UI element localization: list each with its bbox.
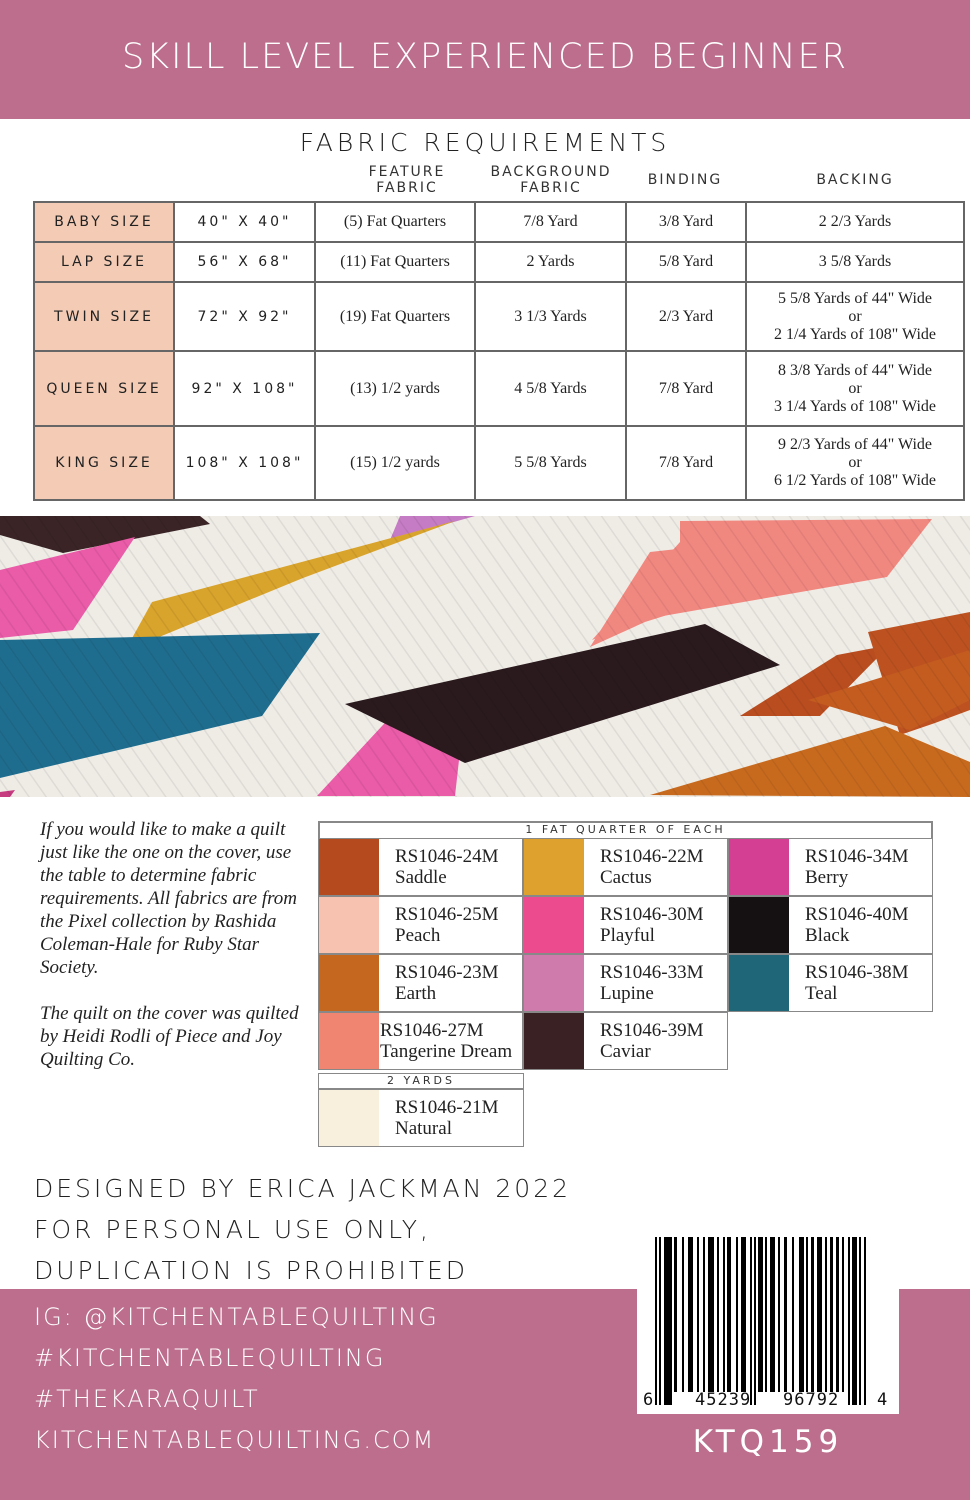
skill-level-banner xyxy=(0,0,970,119)
swatch-label xyxy=(584,1013,703,1069)
swatch-label xyxy=(584,839,703,895)
quilt-pattern-illustration xyxy=(0,516,970,797)
feature-fabric-cell: (19) Fat Quarters xyxy=(315,282,475,351)
barcode-group-right: 96792 xyxy=(783,1390,840,1410)
fabric-code: RS1046-27M xyxy=(380,1020,484,1041)
table-row-twin xyxy=(34,282,964,351)
fabric-code: RS1046-33M xyxy=(600,962,704,983)
dimensions-cell: 108" X 108" xyxy=(174,426,315,500)
fabric-name: Peach xyxy=(395,925,441,946)
backing-or: or xyxy=(848,454,862,471)
swatch-earth xyxy=(318,954,523,1012)
two-yards-header: 2 YARDS xyxy=(318,1073,524,1089)
color-chip xyxy=(524,955,584,1011)
background-fabric-cell: 5 5/8 Yards xyxy=(475,426,626,500)
fabric-code: RS1046-23M xyxy=(395,962,499,983)
color-chip xyxy=(524,1013,584,1069)
fabric-code: RS1046-21M xyxy=(395,1097,499,1118)
swatch-label xyxy=(584,897,703,953)
dimensions-cell: 92" X 108" xyxy=(174,351,315,426)
feature-fabric-cell: (15) 1/2 yards xyxy=(315,426,475,500)
fabric-name: Tangerine Dream xyxy=(380,1041,513,1062)
fabric-name: Teal xyxy=(805,983,838,1004)
column-header-line: FABRIC xyxy=(376,180,438,196)
fabric-code: RS1046-39M xyxy=(600,1020,704,1041)
backing-or: or xyxy=(848,379,862,397)
dimensions-cell: 72" X 92" xyxy=(174,282,315,351)
backing-cell xyxy=(746,282,964,351)
color-chip xyxy=(319,955,379,1011)
column-header-binding: BINDING xyxy=(647,172,723,188)
fabric-code: RS1046-40M xyxy=(805,904,909,925)
size-cell: LAP SIZE xyxy=(34,242,174,282)
background-fabric-cell: 7/8 Yard xyxy=(475,202,626,242)
swatch-label xyxy=(584,955,703,1011)
intro-paragraph: If you would like to make a quilt just like the one on the cover, use the table to determine fabric requirements. All fabrics are from the Pixel collection by Rashida Coleman-Hale for Ruby Star Society. xyxy=(40,819,298,978)
swatch-teal xyxy=(728,954,933,1012)
size-cell: BABY SIZE xyxy=(34,202,174,242)
fabric-name: Berry xyxy=(805,867,849,888)
swatch-label xyxy=(379,1013,512,1069)
swatch-berry xyxy=(728,838,933,896)
size-cell: KING SIZE xyxy=(34,426,174,500)
barcode-group-left: 45239 xyxy=(695,1390,752,1410)
size-cell: QUEEN SIZE xyxy=(34,351,174,426)
hashtag-kitchentablequilting: #KITCHENTABLEQUILTING xyxy=(34,1344,386,1372)
color-chip xyxy=(319,1090,379,1146)
dimensions-cell: 40" X 40" xyxy=(174,202,315,242)
swatch-natural-cell xyxy=(318,1089,524,1147)
fabric-code: RS1046-30M xyxy=(600,904,704,925)
personal-use-line: FOR PERSONAL USE ONLY, xyxy=(34,1215,431,1244)
fabric-code: RS1046-22M xyxy=(600,846,704,867)
quilter-credit-paragraph: The quilt on the cover was quilted by Heidi Rodli of Piece and Joy Quilting Co. xyxy=(40,1003,299,1070)
backing-cell xyxy=(746,202,964,242)
backing-line: 9 2/3 Yards of 44" Wide xyxy=(777,436,933,453)
column-header-line: BACKGROUND xyxy=(490,164,612,180)
fabric-name: Caviar xyxy=(600,1041,651,1062)
fat-quarter-header: 1 FAT QUARTER OF EACH xyxy=(318,821,933,838)
column-header-feature-fabric xyxy=(327,164,487,196)
table-row-lap xyxy=(34,242,964,282)
hashtag-thekaraquilt: #THEKARAQUILT xyxy=(34,1385,260,1413)
swatch-peach xyxy=(318,896,523,954)
column-header-line: FEATURE xyxy=(368,164,446,180)
column-header-backing: BACKING xyxy=(816,172,894,188)
binding-cell: 5/8 Yard xyxy=(626,242,746,282)
swatch-natural xyxy=(318,1089,524,1147)
swatch-label xyxy=(379,897,498,953)
fabric-name: Black xyxy=(805,925,850,946)
fabric-name: Cactus xyxy=(600,867,652,888)
feature-fabric-cell: (11) Fat Quarters xyxy=(315,242,475,282)
swatch-label xyxy=(379,839,498,895)
binding-cell: 7/8 Yard xyxy=(626,426,746,500)
backing-or: or xyxy=(848,307,862,325)
designer-credits xyxy=(34,1168,571,1291)
fabric-code: RS1046-25M xyxy=(395,904,499,925)
color-chip xyxy=(524,897,584,953)
swatch-lupine xyxy=(523,954,728,1012)
backing-cell xyxy=(746,351,964,426)
size-cell: TWIN SIZE xyxy=(34,282,174,351)
skill-level-title: SKILL LEVEL EXPERIENCED BEGINNER xyxy=(121,36,849,77)
background-fabric-cell: 4 5/8 Yards xyxy=(475,351,626,426)
color-chip xyxy=(729,955,789,1011)
barcode-digit-first: 6 xyxy=(643,1390,654,1410)
barcode xyxy=(637,1222,899,1414)
column-header-background-fabric xyxy=(475,164,627,196)
swatch-playful xyxy=(523,896,728,954)
swatch-caviar xyxy=(523,1012,728,1070)
color-chip xyxy=(319,839,379,895)
swatch-label xyxy=(789,897,908,953)
background-fabric-cell: 2 Yards xyxy=(475,242,626,282)
background-fabric-cell: 3 1/3 Yards xyxy=(475,282,626,351)
swatch-saddle xyxy=(318,838,523,896)
intro-text xyxy=(40,818,300,1071)
barcode-digit-last: 4 xyxy=(877,1390,888,1410)
swatch-label xyxy=(789,839,908,895)
fabric-code: RS1046-38M xyxy=(805,962,909,983)
swatch-black xyxy=(728,896,933,954)
swatch-cactus xyxy=(523,838,728,896)
fabric-code: RS1046-24M xyxy=(395,846,499,867)
designer-line: DESIGNED BY ERICA JACKMAN 2022 xyxy=(34,1174,572,1203)
swatch-label xyxy=(379,955,498,1011)
fabric-code: RS1046-34M xyxy=(805,846,909,867)
backing-line: 2 1/4 Yards of 108" Wide xyxy=(773,325,937,343)
quilt-photo xyxy=(0,516,970,797)
color-chip xyxy=(729,839,789,895)
fabric-requirements-title: FABRIC REQUIREMENTS xyxy=(299,128,671,157)
color-chip xyxy=(524,839,584,895)
color-chip xyxy=(729,897,789,953)
backing-line: 2 2/3 Yards xyxy=(818,213,892,230)
fabric-requirements-table xyxy=(33,201,965,501)
binding-cell: 2/3 Yard xyxy=(626,282,746,351)
backing-cell xyxy=(746,242,964,282)
website-link[interactable]: KITCHENTABLEQUILTING.COM xyxy=(34,1426,436,1454)
fat-quarter-grid xyxy=(318,838,933,1070)
backing-line: 6 1/2 Yards of 108" Wide xyxy=(773,472,937,489)
binding-cell: 7/8 Yard xyxy=(626,351,746,426)
binding-cell: 3/8 Yard xyxy=(626,202,746,242)
table-row-queen xyxy=(34,351,964,426)
duplication-line: DUPLICATION IS PROHIBITED xyxy=(34,1256,469,1285)
backing-line: 3 1/4 Yards of 108" Wide xyxy=(773,397,937,415)
barcode-bars-icon xyxy=(637,1222,899,1414)
feature-fabric-cell: (13) 1/2 yards xyxy=(315,351,475,426)
color-chip xyxy=(319,1013,379,1069)
instagram-handle[interactable]: IG: @KITCHENTABLEQUILTING xyxy=(34,1303,439,1331)
fabric-name: Lupine xyxy=(600,983,654,1004)
fabric-name: Natural xyxy=(395,1118,452,1139)
backing-line: 8 3/8 Yards of 44" Wide xyxy=(777,361,933,379)
table-row-king xyxy=(34,426,964,500)
swatch-label xyxy=(789,955,908,1011)
backing-line: 5 5/8 Yards of 44" Wide xyxy=(777,289,933,307)
fabric-name: Earth xyxy=(395,983,437,1004)
dimensions-cell: 56" X 68" xyxy=(174,242,315,282)
color-chip xyxy=(319,897,379,953)
swatch-tangerine-dream xyxy=(318,1012,523,1070)
fabric-name: Saddle xyxy=(395,867,447,888)
table-row-baby xyxy=(34,202,964,242)
backing-cell xyxy=(746,426,964,500)
social-links xyxy=(34,1297,439,1461)
fabric-name: Playful xyxy=(600,925,655,946)
swatch-label xyxy=(379,1090,498,1146)
column-header-line: FABRIC xyxy=(520,180,582,196)
pattern-sku: KTQ159 xyxy=(692,1424,844,1460)
fabric-swatch-table xyxy=(318,821,933,1070)
feature-fabric-cell: (5) Fat Quarters xyxy=(315,202,475,242)
backing-line: 3 5/8 Yards xyxy=(818,253,892,270)
